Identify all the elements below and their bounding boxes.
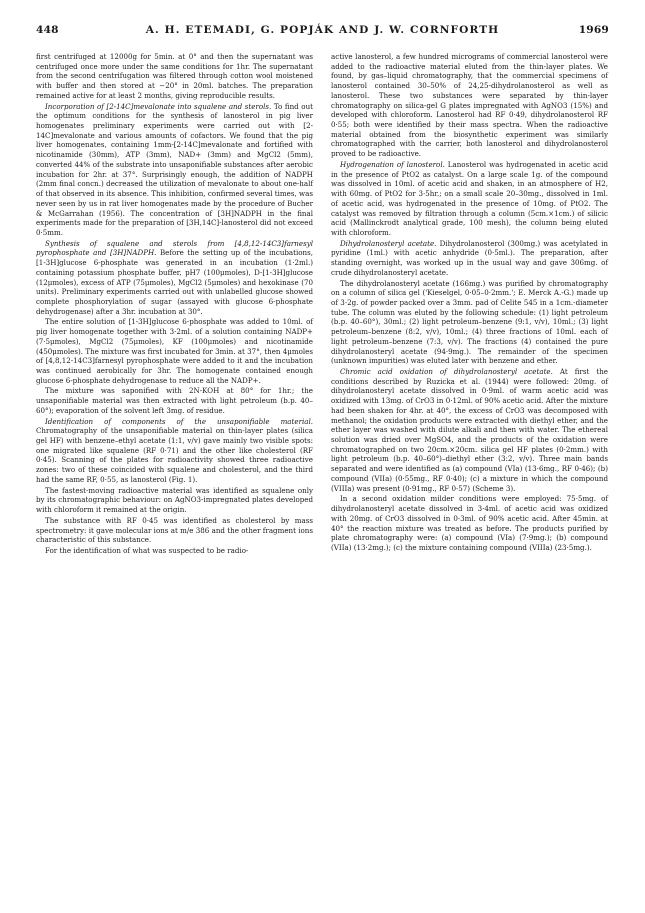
paragraph-text: first centrifuged at 12000g for 5min. at 0° and then the supernatant was centrifuged once more under the same conditions for 1hr. The supernatant from the second centrifugation was filtered through cotton wool moistened with buffer and then stored at −20° in 20ml. batches. The preparation remained active for at least 2 months, giving reproducible results. (36, 52, 313, 100)
paragraph (36, 52, 313, 101)
paragraph (331, 279, 608, 366)
paragraph-text: Chromatography of the unsaponifiable material on thin-layer plates (silica gel HF) with benzene–ethyl acetate (1:1, v/v) gave mainly two visible spots: one migrated like squalene (RF 0·71) and the other like cholesterol (RF 0·45). Scanning of the plates for radioactivity showed three radioactive zones: two of these coincided with squalene and cholesterol, and the third had the same RF, 0·55, as lanosterol (Fig. 1). (36, 426, 313, 484)
paragraph (36, 239, 313, 317)
right-column (331, 52, 608, 554)
paragraph-text: The entire solution of [1-3H]glucose 6-phosphate was added to 10ml. of pig liver homogenate together with 3·2ml. of a solution containing NADP+ (7·5μmoles), MgCl2 (75μmoles), KF (100μmoles) and nicotinamide (450μmoles). The mixture was first incubated for 3min. at 37°, then 4μmoles of [4,8,12-14C3]farnesyl pyrophosphate were added to it and the incubation was continued aerobically for 3hr. The homogenate contained enough glucose 6-phosphate dehydrogenase to reduce all the NADP+. (36, 317, 313, 385)
paragraph-text: For the identification of what was suspected to be radio- (45, 545, 249, 555)
paragraph-text: active lanosterol, a few hundred micrograms of commercial lanosterol were added to the radioactive material eluted from the thin-layer plates. We found, by gas–liquid chromatography, that the commercial specimens of lanosterol contained 30–50% of 24,25-dihydrolanosterol as well as lanosterol. These two substances were separated by thin-layer chromatography on silica-gel G plates impregnated with AgNO3 (15%) and developed with chloroform. Lanosterol had RF 0·49, dihydrolanosterol RF 0·55; both were identified by their mass spectra. When the radioactive material obtained from the biosynthetic experiment was similarly chromatographed with the carrier, both lanosterol and dihydrolanosterol proved to be radioactive. (331, 52, 608, 159)
paragraph-text: The substance with RF 0·45 was identified as cholesterol by mass spectrometry: it gave molecular ions at m/e 386 and the other fragment ions characteristic of this substance. (36, 515, 313, 545)
paragraph (331, 160, 608, 238)
paragraph-text: Lanosterol was hydrogenated in acetic acid in the presence of PtO2 as catalyst. On a large scale 1g. of the compound was dissolved in 10ml. of acetic acid and shaken, in an atmosphere of H2, with 60mg. of PtO2 for 3·5hr.; on a small scale 20–30mg., dissolved in 1ml. of acetic acid, was hydrogenated in the presence of 10mg. of PtO2. The catalyst was removed by filtration through a column (5cm.×1cm.) of silicic acid (Mallinckrodt analytical grade, 100 mesh), the column being eluted with chloroform. (331, 159, 608, 237)
section-title: Incorporation of [2-14C]mevalonate into squalene and sterols. (45, 101, 272, 111)
page-year: 1969 (578, 24, 609, 36)
paragraph-text: Before the setting up of the incubations, [1-3H]glucose 6-phosphate was generated in an incubation (1·2ml.) containing potassium phosphate buffer, pH7 (100μmoles), D-[1-3H]glucose (12μmoles), excess of ATP (75μmoles), MgCl2 (5μmoles) and hexokinase (70 units). Preliminary experiments carried out with unlabelled glucose showed complete phosphorylation of sugar (assayed with glucose 6-phosphate dehydrogenase) after a 3hr. incubation at 30°. (36, 248, 314, 316)
paragraph (331, 239, 608, 278)
section-title: Synthesis of squalene and sterols from [4,8,12-14C3]farnesyl pyrophosphate and [3H]NADPH. (36, 238, 313, 258)
paragraph (36, 516, 313, 545)
paragraph (36, 386, 313, 415)
paragraph (36, 102, 313, 238)
running-title: A. H. ETEMADI, G. POPJÁK AND J. W. CORNFORTH (145, 24, 500, 36)
paragraph (36, 317, 313, 385)
paragraph-text: In a second oxidation milder conditions were employed: 75·5mg. of dihydrolanosteryl acetate dissolved in 3·4ml. of acetic acid was oxidized with 20mg. of CrO3 dissolved in 0·3ml. of 90% acetic acid. After 45min. at 40° the reaction mixture was treated as before. The products purified by plate chromatography were: (a) compound (VIa) (7·9mg.); (b) compound (VIIa) (13·2mg.); (c) the mixture containing compound (VIIIa) (23·5mg.). (331, 494, 608, 552)
paragraph-text: The dihydrolanosteryl acetate (166mg.) was purified by chromatography on a column of silica gel ('Kieselgel, 0·05–0·2mm.'; E. Merck A.-G.) made up of 3·2g. of powder packed over a 3mm. pad of Celite 545 in a 1cm.-diameter tube. The column was eluted by the following schedule: (1) light petroleum (b.p. 40–60°), 30ml.; (2) light petroleum–benzene (9:1, v/v), 10ml.; (3) light petroleum–benzene (8:2, v/v), 10ml.; (4) three fractions of 10ml. each of light petroleum–benzene (7:3, v/v). The fractions (4) contained the pure dihydrolanosteryl acetate (94·9mg.). The remainder of the specimen (unknown impurities) was eluted later with benzene and ether. (331, 278, 608, 366)
paragraph (331, 52, 608, 159)
paragraph (36, 417, 313, 485)
section-title: Dihydrolanosteryl acetate. (340, 238, 437, 248)
paragraph-text: The mixture was saponified with 2N-KOH at 80° for 1hr.; the unsaponifiable material was then extracted with light petroleum (b.p. 40–60°); evaporation of the solvent left 3mg. of residue. (36, 386, 313, 415)
page-number: 448 (36, 24, 59, 36)
page-header (36, 24, 609, 40)
paragraph-text: At first the conditions described by Ruzicka et al. (1944) were followed: 20mg. of dihydrolanosteryl acetate dissolved in 0·9ml. of warm acetic acid was oxidized with 13mg. of CrO3 in 0·12ml. of 90% acetic acid. After the mixture had been shaken for 4hr. at 40°, the excess of CrO3 was decomposed with methanol; the oxidation products were extracted with diethyl ether, and the ether layer was washed with dilute alkali and then with water. The ethereal solution was dried over MgSO4, and the products of the oxidation were chromatographed on two 20cm.×20cm. silica gel HF plates (0·2mm.) with light petroleum (b.p. 40–60°)–diethyl ether (3:2, v/v). Three main bands separated and were identified as (a) compound (VIa) (13·6mg., RF 0·46); (b) compound (VIIa) (0·55mg., RF 0·40); (c) a mixture in which the compound (VIIIa) was present (0·91mg., RF 0·57) (Scheme 3). (331, 367, 608, 493)
paragraph (331, 494, 608, 552)
paragraph (36, 546, 313, 556)
section-title: Identification of components of the unsaponifiable material. (45, 416, 313, 426)
paragraph (36, 486, 313, 515)
paragraph-text: Dihydrolanosterol (300mg.) was acetylated in pyridine (1ml.) with acetic anhydride (0·5ml.). The preparation, after standing overnight, was worked up in the usual way and gave 306mg. of crude dihydrolanosteryl acetate. (331, 238, 608, 277)
left-column (36, 52, 313, 557)
section-title: Hydrogenation of lanosterol. (340, 159, 445, 169)
paragraph (331, 367, 608, 493)
paragraph-text: The fastest-moving radioactive material was identified as squalene only by its chromatographic behaviour: on AgNO3-impregnated plates developed with chloroform it remained at the origin. (36, 485, 313, 515)
paragraph-text: To find out the optimum conditions for the synthesis of lanosterol in pig liver homogenates preliminary experiments were carried out with [2-14C]mevalonate and various amounts of cofactors. We found that the pig liver homogenates, containing 1mm-[2-14C]mevalonate and fortified with nicotinamide (30mm), ATP (3mm), NAD+ (3mm) and MgCl2 (5mm), converted 44% of the substrate into unsaponifiable substances after aerobic incubation for 2hr. at 37°. Surprisingly enough, the addition of NADPH (2mm final concn.) decreased the utilization of mevalonate to about one-half of that observed in its absence. This inhibition, confirmed several times, was never seen by us in rat liver homogenates made by the procedure of Bucher & McGarrahan (1956). The concentration of [3H]NADPH in the final experiments made for the preparation of [3H,14C]-lanosterol did not exceed 0·5mm. (36, 101, 313, 237)
section-title: Chromic acid oxidation of dihydrolanosteryl acetate. (340, 367, 553, 376)
